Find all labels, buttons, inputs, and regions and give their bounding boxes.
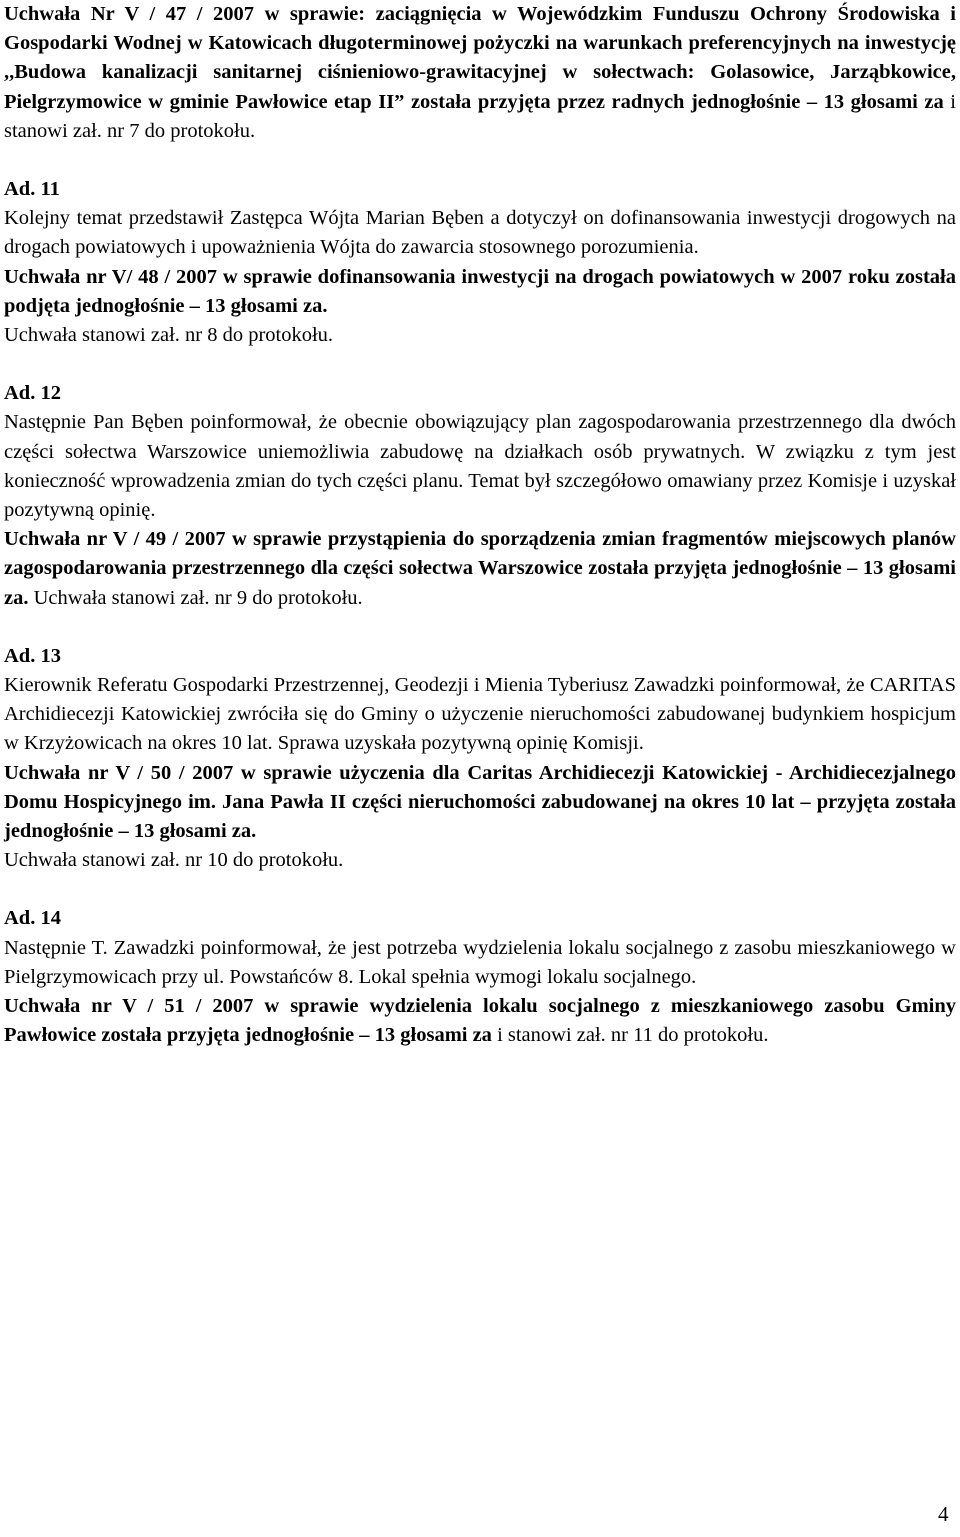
section-resolution-paragraph-ad-12 bbox=[4, 525, 956, 613]
section-text-ad-11: Kolejny temat przedstawił Zastępca Wójta Marian Bęben a dotyczył on dofinansowania inwestycji drogowych na drogach powiatowych i upoważnienia Wójta do zawarcia stosownego porozumienia. bbox=[4, 207, 956, 259]
section-after-ad-12: Uchwała stanowi zał. nr 9 do protokołu. bbox=[28, 586, 363, 609]
section-resolution-ad-12: Uchwała nr V / 49 / 2007 w sprawie przystąpienia do sporządzenia zmian fragmentów miejscowych planów zagospodarowania przestrzennego dla części sołectwa Warszowice została przyjęta jednogłośnie – 13 głosami za. bbox=[4, 528, 956, 609]
section-resolution-ad-14: Uchwała nr V / 51 / 2007 w sprawie wydzielenia lokalu socjalnego z mieszkaniowego zasobu Gminy Pawłowice została przyjęta jednogłośnie – 13 głosami za bbox=[4, 995, 956, 1047]
section-after-ad-14: i stanowi zał. nr 11 do protokołu. bbox=[491, 1024, 769, 1047]
document-page bbox=[4, 0, 956, 1051]
section-resolution-ad-11: Uchwała nr V/ 48 / 2007 w sprawie dofinansowania inwestycji na drogach powiatowych w 2007 roku została podjęta jednogłośnie – 13 głosami za. bbox=[4, 265, 956, 317]
section-after-ad-13: Uchwała stanowi zał. nr 10 do protokołu. bbox=[4, 849, 344, 872]
intro-paragraph bbox=[4, 0, 956, 146]
section-heading-ad-13: Ad. 13 bbox=[4, 644, 61, 667]
section-resolution-paragraph-ad-14 bbox=[4, 992, 956, 1050]
section-text-ad-14: Następnie T. Zawadzki poinformował, że jest potrzeba wydzielenia lokalu socjalnego z zasobu mieszkaniowego w Pielgrzymowicach przy ul. Powstańców 8. Lokal spełnia wymogi lokalu socjalnego. bbox=[4, 936, 956, 988]
section-text-ad-13: Kierownik Referatu Gospodarki Przestrzennej, Geodezji i Mienia Tyberiusz Zawadzki poinformował, że CARITAS Archidiecezji Katowickiej zwróciła się do Gminy o użyczenie nieruchomości zabudowanej budynkiem hospicjum w Krzyżowicach na okres 10 lat. Sprawa uzyskała pozytywną opinię Komisji. bbox=[4, 674, 956, 755]
section-resolution-ad-13: Uchwała nr V / 50 / 2007 w sprawie użyczenia dla Caritas Archidiecezji Katowickiej - Archidiecezjalnego Domu Hospicyjnego im. Jana Pawła II części nieruchomości zabudowanej na okres 10 lat – przyjęta została jednogłośnie – 13 głosami za. bbox=[4, 761, 956, 843]
section-after-ad-11: Uchwała stanowi zał. nr 8 do protokołu. bbox=[4, 324, 334, 347]
intro-tail: i stanowi zał. nr 7 do protokołu. bbox=[4, 90, 956, 142]
intro-resolution: Uchwała Nr V / 47 / 2007 w sprawie: zaciągnięcia w Wojewódzkim Funduszu Ochrony Środowiska i Gospodarki Wodnej w Katowicach długoterminowej pożyczki na warunkach preferencyjnych na inwestycję ,,Budowa kanalizacji sanitarnej ciśnieniowo-grawitacyjnej w sołectwach: Golasowice, Jarząbkowice, Pielgrzymowice w gminie Pawłowice etap II” została przyjęta przez radnych jednogłośnie – 13 głosami za bbox=[4, 3, 956, 113]
section-heading-ad-12: Ad. 12 bbox=[4, 382, 61, 405]
page-number: 4 bbox=[938, 1502, 949, 1526]
section-heading-ad-14: Ad. 14 bbox=[4, 907, 61, 930]
section-heading-ad-11: Ad. 11 bbox=[4, 178, 60, 201]
section-text-ad-12: Następnie Pan Bęben poinformował, że obecnie obowiązujący plan zagospodarowania przestrzennego dla dwóch części sołectwa Warszowice uniemożliwia zabudowę na działkach osób prywatnych. W związku z tym jest konieczność wprowadzenia zmian do tych części planu. Temat był szczegółowo omawiany przez Komisje i uzyskał pozytywną opinię. bbox=[4, 411, 956, 522]
